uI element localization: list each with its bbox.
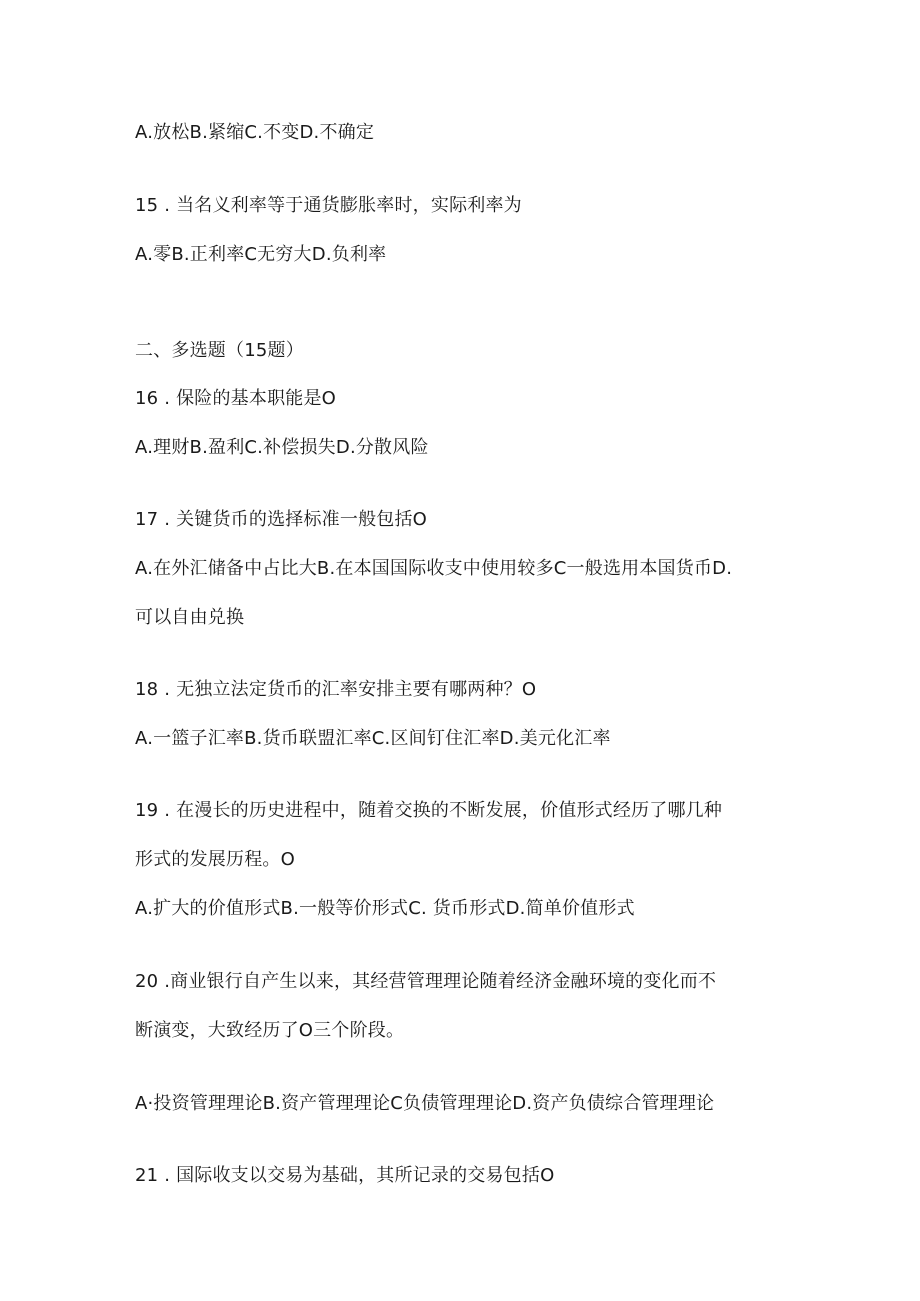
q19-options: A.扩大的价值形式B.一般等价形式C. 货币形式D.简单价值形式 — [135, 898, 635, 919]
q14-options: A.放松B.紧缩C.不变D.不确定 — [135, 122, 375, 143]
q19-question: 19 . 在漫长的历史进程中，随着交换的不断发展，价值形式经历了哪几种 — [135, 800, 723, 821]
q20-question: 20 .商业银行自产生以来，其经营管理理论随着经济金融环境的变化而不 — [135, 971, 717, 992]
q16-question: 16 . 保险的基本职能是O — [135, 388, 337, 409]
section-heading: 二、多选题（15题） — [135, 340, 304, 361]
q20-question-continued: 断演变，大致经历了O三个阶段。 — [135, 1020, 405, 1041]
q15-question: 15 . 当名义利率等于通货膨胀率时，实际利率为 — [135, 195, 522, 216]
q21-question: 21 . 国际收支以交易为基础，其所记录的交易包括O — [135, 1165, 555, 1186]
q18-options: A.一篮子汇率B.货币联盟汇率C.区间钉住汇率D.美元化汇率 — [135, 728, 611, 749]
q16-options: A.理财B.盈利C.补偿损失D.分散风险 — [135, 437, 429, 458]
q17-options-continued: 可以自由兑换 — [135, 607, 245, 628]
q17-options: A.在外汇储备中占比大B.在本国国际收支中使用较多C一般选用本国货币D. — [135, 558, 733, 579]
q19-question-continued: 形式的发展历程。O — [135, 849, 295, 870]
q15-options: A.零B.正利率C无穷大D.负利率 — [135, 244, 387, 265]
q20-options: A·投资管理理论B.资产管理理论C负债管理理论D.资产负债综合管理理论 — [135, 1093, 715, 1114]
q17-question: 17 . 关键货币的选择标准一般包括O — [135, 509, 428, 530]
q18-question: 18 . 无独立法定货币的汇率安排主要有哪两种？O — [135, 679, 537, 700]
